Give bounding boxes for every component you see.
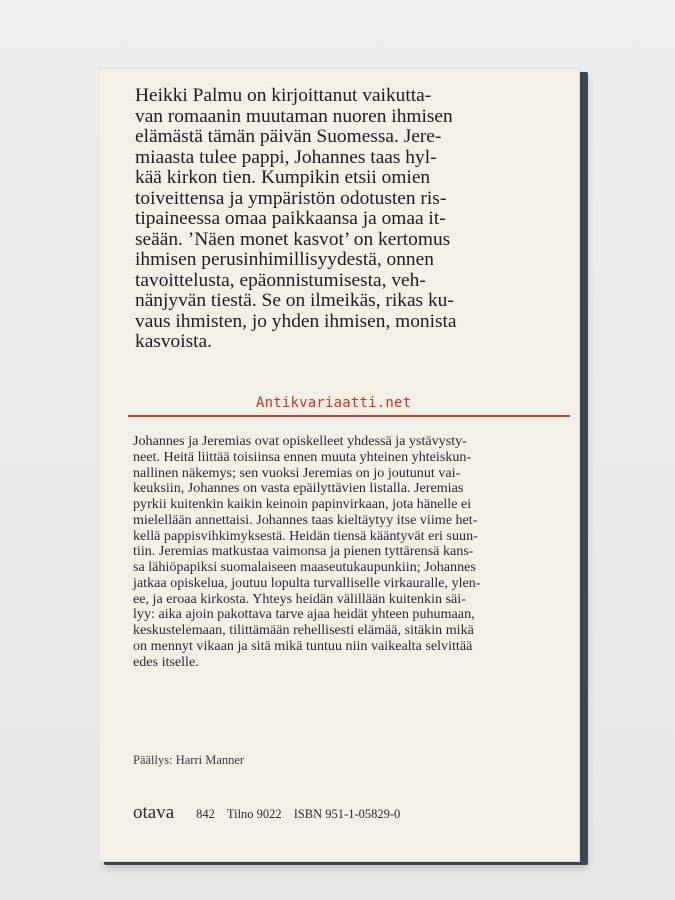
red-divider [128, 415, 570, 417]
publisher-name: otava [133, 802, 175, 823]
tilno: Tilno 9022 [226, 807, 282, 821]
isbn: ISBN 951-1-05829-0 [293, 807, 401, 821]
cover-credit: Päällys: Harri Manner [133, 753, 245, 767]
summary-text: Johannes ja Jeremias ovat opiskelleet yhdessä ja ystävysty- neet. Heitä liittää toisiinsa ennen muuta yhteinen yhteiskun- nallinen näkemys; sen vuoksi Jeremias on jo joutunut vai- keuksiin, Johannes on vasta epäilyttävien listalla. Jeremias pyrkii kuitenkin kaikin keinoin papinvirkaan, jota hänelle ei mielellään annettaisi. Johannes taas kieltäytyy itse viime het- kellä pappisvihkimyksestä. Heidän tiensä kääntyvät eri suun- tiin. Jeremias matkustaa vaimonsa ja pienen tyttärensä kans- sa lähiöpapiksi suomalaiseen maaseutukaupunkiin; Johannes jatkaa opiskelua, joutuu lopulta turvalliselle virkauralle, ylen- ee, ja eroaa kirkosta. Yhteys heidän välillään kuitenkin säi- lyy: aika ajoin pakottava tarve ajaa heidät yhteen puhumaan, keskustelemaan, tilittämään rehellisesti elämää, sitäkin mikä on mennyt vikaan ja sitä mikä tuntuu niin vaikealta selvittää edes itselle. [133, 433, 481, 670]
watermark: Antikvariaatti.net [256, 395, 412, 411]
catalog-number: 842 [196, 807, 215, 821]
imprint-line [133, 802, 412, 824]
blurb-text: Heikki Palmu on kirjoittanut vaikutta- van romaanin muutaman nuoren ihmisen elämästä tämän päivän Suomessa. Jere- miaasta tulee pappi, Johannes taas hyl- kää kirkon tien. Kumpikin etsii omien toiveittensa ja ympäristön odotusten ris- tipaineessa omaa paikkaansa ja omaa it- seään. ’Näen monet kasvot’ on kertomus ihmisen perusinhimillisyydestä, onnen tavoittelusta, epäonnistumisesta, veh- nänjyvän tiestä. Se on ilmeikäs, rikas ku- vaus ihmisten, jo yhden ihmisen, monista kasvoista. [135, 85, 457, 352]
